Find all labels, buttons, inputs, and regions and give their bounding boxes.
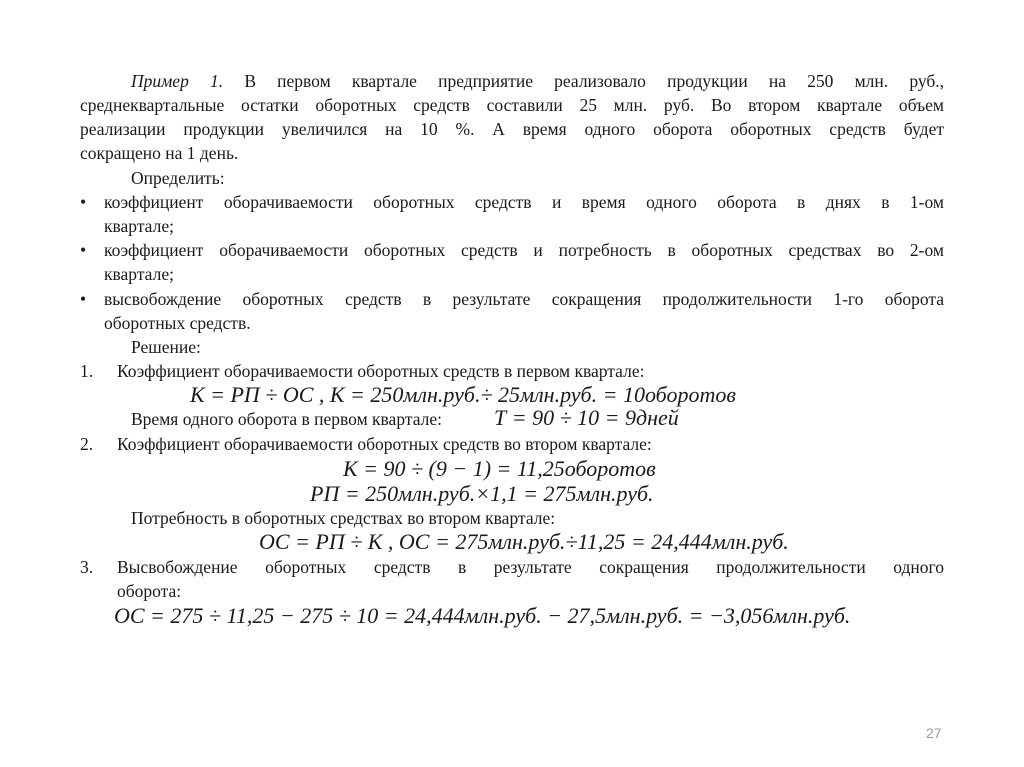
bullet-3-line-2: оборотных средств.	[104, 313, 251, 333]
bullet-1-line-2: квартале;	[104, 216, 174, 236]
bullet-1-line-1: коэффициент оборачиваемости оборотных средств и время одного оборота в днях в 1-ом	[104, 192, 944, 212]
step-3-text-2: оборота:	[117, 581, 182, 601]
step-2-need-label: Потребность в оборотных средствах во втором квартале:	[131, 508, 556, 528]
step-1-time-label: Время одного оборота в первом квартале:	[131, 409, 442, 429]
example-label: Пример 1.	[131, 71, 224, 91]
step-1-formula: К = РП ÷ ОС , К = 250млн.руб.÷ 25млн.руб. = 10оборотов	[190, 382, 736, 407]
step-2-text: Коэффициент оборачиваемости оборотных средств во втором квартале:	[117, 434, 652, 454]
task-heading: Определить:	[131, 168, 225, 188]
example-line-4: сокращено на 1 день.	[80, 143, 239, 163]
step-3-number: 3.	[80, 557, 94, 577]
bullet-marker-1: •	[80, 192, 87, 212]
bullet-3-line-1: высвобождение оборотных средств в результате сокращения продолжительности 1-го оборота	[104, 289, 944, 309]
solution-heading: Решение:	[131, 337, 201, 357]
step-3-formula: ОС = 275 ÷ 11,25 − 275 ÷ 10 = 24,444млн.руб. − 27,5млн.руб. = −3,056млн.руб.	[114, 603, 851, 628]
step-1-time-formula: Т = 90 ÷ 10 = 9дней	[494, 405, 679, 430]
bullet-marker-3: •	[80, 289, 87, 309]
step-3-text-1: Высвобождение оборотных средств в результате сокращения продолжительности одного	[117, 557, 944, 577]
step-2-formula-2: РП = 250млн.руб.×1,1 = 275млн.руб.	[310, 481, 654, 506]
step-2-formula-1: К = 90 ÷ (9 − 1) = 11,25оборотов	[343, 456, 656, 481]
example-text-1: В первом квартале предприятие реализовало продукции на 250 млн. руб.,	[244, 71, 945, 91]
bullet-2-line-2: квартале;	[104, 264, 174, 284]
step-1-text: Коэффициент оборачиваемости оборотных средств в первом квартале:	[117, 361, 645, 381]
step-2-number: 2.	[80, 434, 94, 454]
bullet-2-line-1: коэффициент оборачиваемости оборотных средств и потребность в оборотных средствах во 2-ом	[104, 240, 944, 260]
step-2-formula-3: ОС = РП ÷ К , ОС = 275млн.руб.÷11,25 = 24,444млн.руб.	[259, 529, 789, 554]
example-line-2: среднеквартальные остатки оборотных средств составили 25 млн. руб. Во втором квартале объем	[80, 95, 944, 115]
bullet-marker-2: •	[80, 240, 87, 260]
page-number: 27	[926, 725, 942, 741]
step-1-number: 1.	[80, 361, 94, 381]
example-line-1	[131, 70, 944, 92]
example-line-3: реализации продукции увеличился на 10 %. А время одного оборота оборотных средств будет	[80, 119, 944, 139]
